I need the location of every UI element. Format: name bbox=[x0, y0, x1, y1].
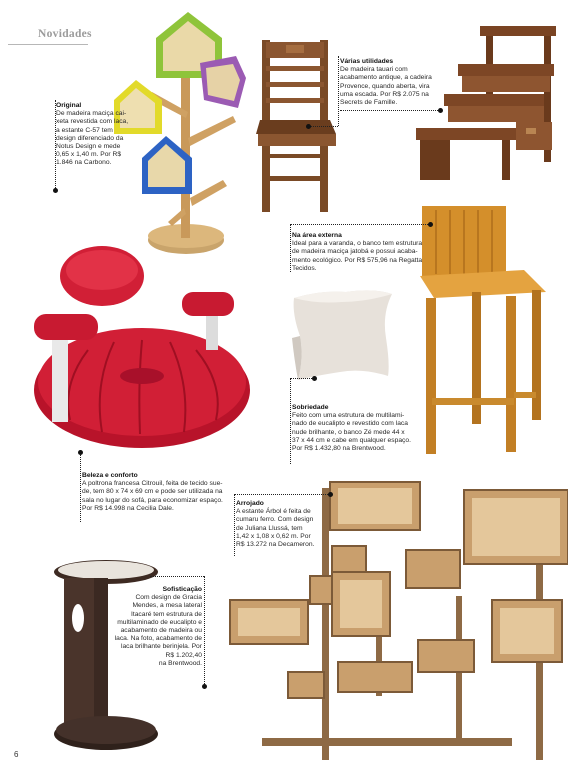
caption-text: A estante Árbol é feita de cumaru ferro. Com design de Juliana Llussá, tem 1,42 x 1,08 x 0,62 m. Por R$ 13.272 na Decameron. bbox=[236, 508, 315, 549]
caption-sobriedade bbox=[292, 404, 420, 453]
page-number: 6 bbox=[14, 750, 19, 759]
leader-dot bbox=[53, 188, 58, 193]
caption-sofisticacao bbox=[106, 586, 202, 668]
leader-dot bbox=[438, 108, 443, 113]
caption-title: Beleza e conforto bbox=[82, 472, 138, 479]
leader-line bbox=[234, 494, 235, 556]
leader-dot bbox=[202, 684, 207, 689]
caption-title: Várias utilidades bbox=[340, 58, 394, 65]
caption-title: Sobriedade bbox=[292, 404, 329, 411]
caption-title: Na área externa bbox=[292, 232, 342, 239]
caption-original bbox=[56, 102, 154, 168]
caption-text: A poltrona francesa Citrouil, feita de tecido sue- de, tem 80 x 74 x 69 cm e pode ser utilizada na sala no lugar do sofá, para economizar espaço. Por R$ 14.998 na Cecilia Dale. bbox=[82, 480, 223, 512]
leader-dot bbox=[428, 222, 433, 227]
caption-title: Arrojado bbox=[236, 500, 264, 507]
leader-line bbox=[338, 56, 339, 126]
caption-text: Feito com uma estrutura de multilami- nado de eucalipto e revestido com laca nude brilhante, o banco Zé mede 44 x 37 x 44 cm e cabe em qualquer espaço. Por R$ 1.432,80 na Brentwood. bbox=[292, 412, 411, 453]
caption-text: Com design de Gracia Mendes, a mesa lateral Itacaré tem estrutura de multilaminado de eucalipto e acabamento de madeira ou laca. Na foto, acabamento de laca brilhante berinjela. Por R$ 1.202,40 na Brentwood. bbox=[114, 594, 202, 667]
leader-line bbox=[290, 224, 430, 225]
section-title: Novidades bbox=[38, 28, 92, 40]
caption-title: Original bbox=[56, 102, 82, 109]
leader-line bbox=[55, 100, 56, 190]
caption-varias-utilidades bbox=[340, 58, 452, 107]
caption-text: De madeira tauari com acabamento antique, a cadeira Provence, quando aberta, vira uma escada. Por R$ 2.075 na Secrets de Famille. bbox=[340, 66, 432, 107]
citrouil-armchair-photo bbox=[18, 244, 258, 454]
caption-arrojado bbox=[236, 500, 332, 549]
leader-line bbox=[310, 126, 338, 127]
leader-line bbox=[150, 576, 204, 577]
caption-text: De madeira maciça cai- xeta revestida com laca, a estante C-57 tem design diferenciado da Notus Design e mede 0,65 x 1,40 m. Por R$ 1.846 na Carbono. bbox=[56, 110, 129, 167]
section-divider bbox=[8, 44, 88, 45]
leader-line bbox=[290, 224, 291, 272]
leader-line bbox=[234, 494, 330, 495]
leader-line bbox=[290, 378, 314, 379]
caption-area-externa bbox=[292, 232, 427, 273]
leader-dot bbox=[78, 450, 83, 455]
leader-line bbox=[80, 452, 81, 522]
leader-line bbox=[290, 378, 291, 464]
bar-stool-photo bbox=[414, 200, 554, 462]
leader-dot bbox=[306, 124, 311, 129]
leader-line bbox=[340, 110, 440, 111]
caption-title: Sofisticação bbox=[162, 586, 202, 593]
leader-dot bbox=[328, 492, 333, 497]
caption-beleza-conforto bbox=[82, 472, 242, 513]
ze-pouf-photo bbox=[286, 288, 398, 384]
caption-text: Ideal para a varanda, o banco tem estrutura de madeira maciça jatobá e possui acaba- mento ecológico. Por R$ 575,96 na Regatta Tecidos. bbox=[292, 240, 423, 272]
leader-line bbox=[204, 576, 205, 686]
leader-dot bbox=[312, 376, 317, 381]
